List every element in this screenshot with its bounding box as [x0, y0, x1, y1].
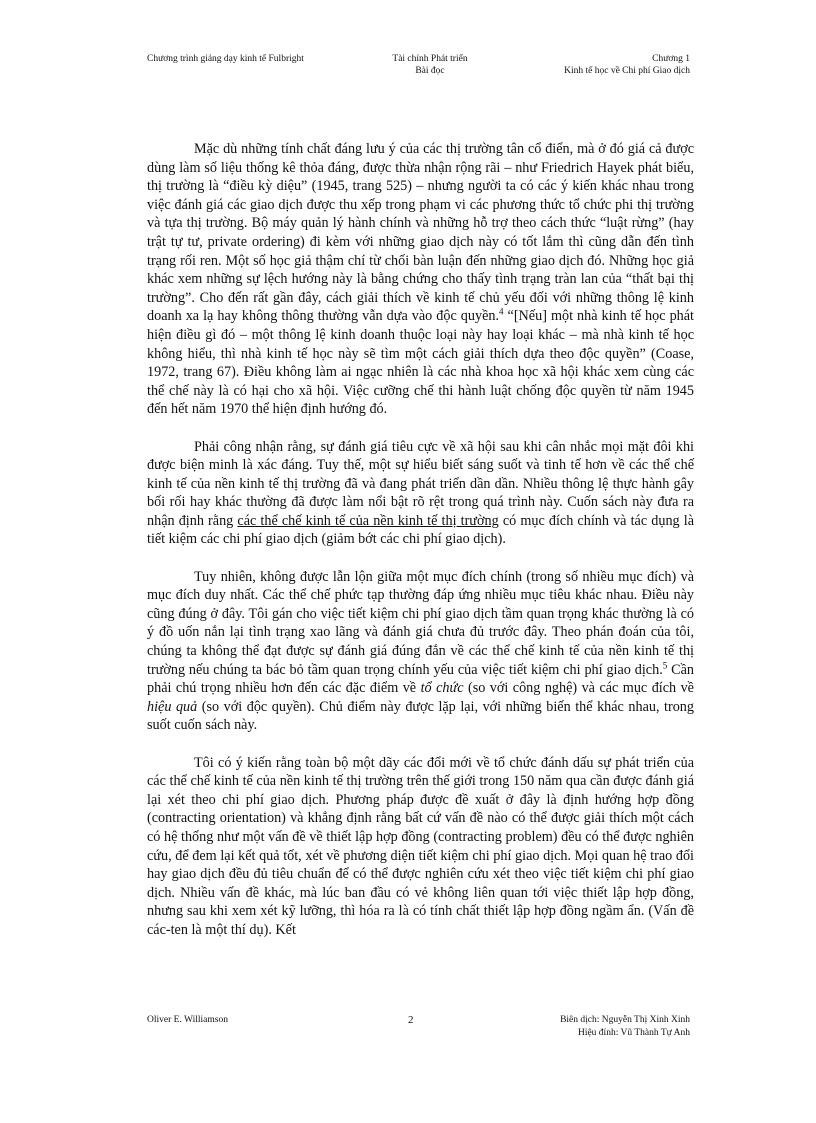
header-topic-sub: Bài đọc [415, 66, 445, 76]
header-chapter-title: Kinh tế học về Chi phí Giao dịch [564, 66, 690, 76]
header-course: Chương trình giảng dạy kinh tế Fulbright [147, 54, 304, 64]
footer-editor: Hiệu đính: Vũ Thành Tự Anh [577, 1028, 690, 1038]
paragraph-4: Tôi có ý kiến rằng toàn bộ một dãy các đổi mới về tổ chức đánh dấu sự phát triển của các thể chế kinh tế của nền kinh tế thị trường trên thế giới trong 150 năm qua cần được đánh giá lại xét theo chi phí giao dịch. Phương pháp được đề xuất ở đây là định hướng hợp đồng (contracting orientation) và khẳng định rằng bất cứ vấn đề nào có thể được giải thích một cách có hệ thống như một vấn đề về thiết lập hợp đồng (contracting problem) đều có thể được nghiên cứu, để đem lại kết quả tốt, xét về phương diện tiết kiệm chi phí giao dịch. Mọi quan hệ trao đổi hay giao dịch đều đủ tiêu chuẩn để có thể được nghiên cứu xét theo việc tiết kiệm chi phí giao dịch. Nhiều vấn đề khác, mà lúc ban đầu có vẻ không liên quan tới việc thiết lập hợp đồng, nhưng sau khi xem xét kỹ lưỡng, thì hóa ra là có tính chất thiết lập hợp đồng ngầm ẩn. (Vấn đề các-ten là một thí dụ). Kết [147, 754, 694, 938]
header-chapter [540, 53, 690, 77]
italic-term-efficiency: hiệu quả [147, 698, 198, 715]
footnote-ref-4: 4 [499, 306, 504, 317]
page-number: 2 [408, 1014, 414, 1026]
paragraph-2: Phải công nhận rằng, sự đánh giá tiêu cực về xã hội sau khi cân nhắc mọi mặt đôi khi được biện minh là xác đáng. Tuy thế, một sự hiểu biết sáng suốt và tinh tế hơn về các thể chế kinh tế của nền kinh tế thị trường đã và đang phát triển dần dần. Nhiều thông lệ thực hành gây bối rối hay khác thường đã được làm nổi bật rõ rệt trong quá trình này. Cuốn sách này đưa ra nhận định rằng các thể chế kinh tế của nền kinh tế thị trường có mục đích chính và tác dụng là tiết kiệm các chi phí giao dịch (giảm bớt các chi phí giao dịch). [147, 438, 694, 548]
paragraph-3: Tuy nhiên, không được lẫn lộn giữa một mục đích chính (trong số nhiều mục đích) và mục đích duy nhất. Các thể chế phức tạp thường đáp ứng nhiều mục tiêu khác nhau. Điều này cũng đúng ở đây. Tôi gán cho việc tiết kiệm chi phí giao dịch tầm quan trọng khác thường là có ý đồ uốn nắn lại tình trạng xao lãng và đánh giá chưa đủ trước đây. Theo phán đoán của tôi, chúng ta không thể đạt được sự đánh giá đúng đắn về các thể chế kinh tế của nền kinh tế thị trường nếu chúng ta bác bỏ tầm quan trọng chính yếu của việc tiết kiệm chi phí giao dịch.$^5$ Cần phải chú trọng nhiều hơn đến các đặc điểm về tổ chức (so với công nghệ) và các mục đích về hiệu quả (so với độc quyền). Chủ điểm này được lặp lại, với những biến thể khác nhau, trong suốt cuốn sách này. [147, 568, 694, 734]
footer-author: Oliver E. Williamson [147, 1015, 228, 1025]
footer-translator: Biên dịch: Nguyễn Thị Xinh Xinh [560, 1015, 690, 1025]
underlined-phrase: các thể chế kinh tế của nền kinh tế thị trường [237, 512, 499, 529]
header-chapter-number: Chương 1 [652, 54, 690, 64]
header-topic-title: Tài chính Phát triển [392, 54, 468, 64]
header-topic [380, 53, 480, 77]
italic-term-organization: tổ chức [420, 680, 464, 697]
footer-credits [520, 1014, 690, 1040]
paragraph-1: Mặc dù những tính chất đáng lưu ý của các thị trường tân cổ điển, mà ở đó giá cả được dùng làm số liệu thống kê thỏa đáng, được thừa nhận rộng rãi – như Friedrich Hayek phát biểu, thị trường là “điều kỳ diệu” (1945, trang 525) – nhưng người ta có các ý kiến khác nhau trong việc đánh giá các giao dịch được thu xếp trong phạm vi các phương thức tổ chức phi thị trường và tựa thị trường. Bộ máy quản lý hành chính và những hỗ trợ theo cách thức “luật rừng” (hay trật tự tư, private ordering) đi kèm với những giao dịch này có tốt lắm thì cũng dẫn đến tình trạng rối ren. Một số học giả thậm chí từ chối bàn luận đến những giao dịch đó. Những học giả khác xem những sự lệch hướng này là bằng chứng cho thấy tình trạng tràn lan của “thất bại thị trường”. Cho đến rất gần đây, cách giải thích về kinh tế chủ yếu đối với những thông lệ kinh doanh xa lạ hay không thông thường vẫn dựa vào độc quyền.$^4$ “[Nếu] một nhà kinh tế học phát hiện điều gì đó – một thông lệ kinh doanh thuộc loại này hay loại khác – mà nhà kinh tế học không hiểu, thì nhà kinh tế học này sẽ tìm một cách giải thích dựa theo độc quyền” (Coase, 1972, trang 67). Điều không làm ai ngạc nhiên là các nhà khoa học xã hội khác xem cùng các thể chế này là có hại cho xã hội. Việc cưỡng chế thi hành luật chống độc quyền từ năm 1945 đến hết năm 1970 thể hiện định hướng đó. [147, 141, 694, 418]
document-body [147, 140, 694, 958]
footnote-ref-5: 5 [662, 659, 668, 670]
